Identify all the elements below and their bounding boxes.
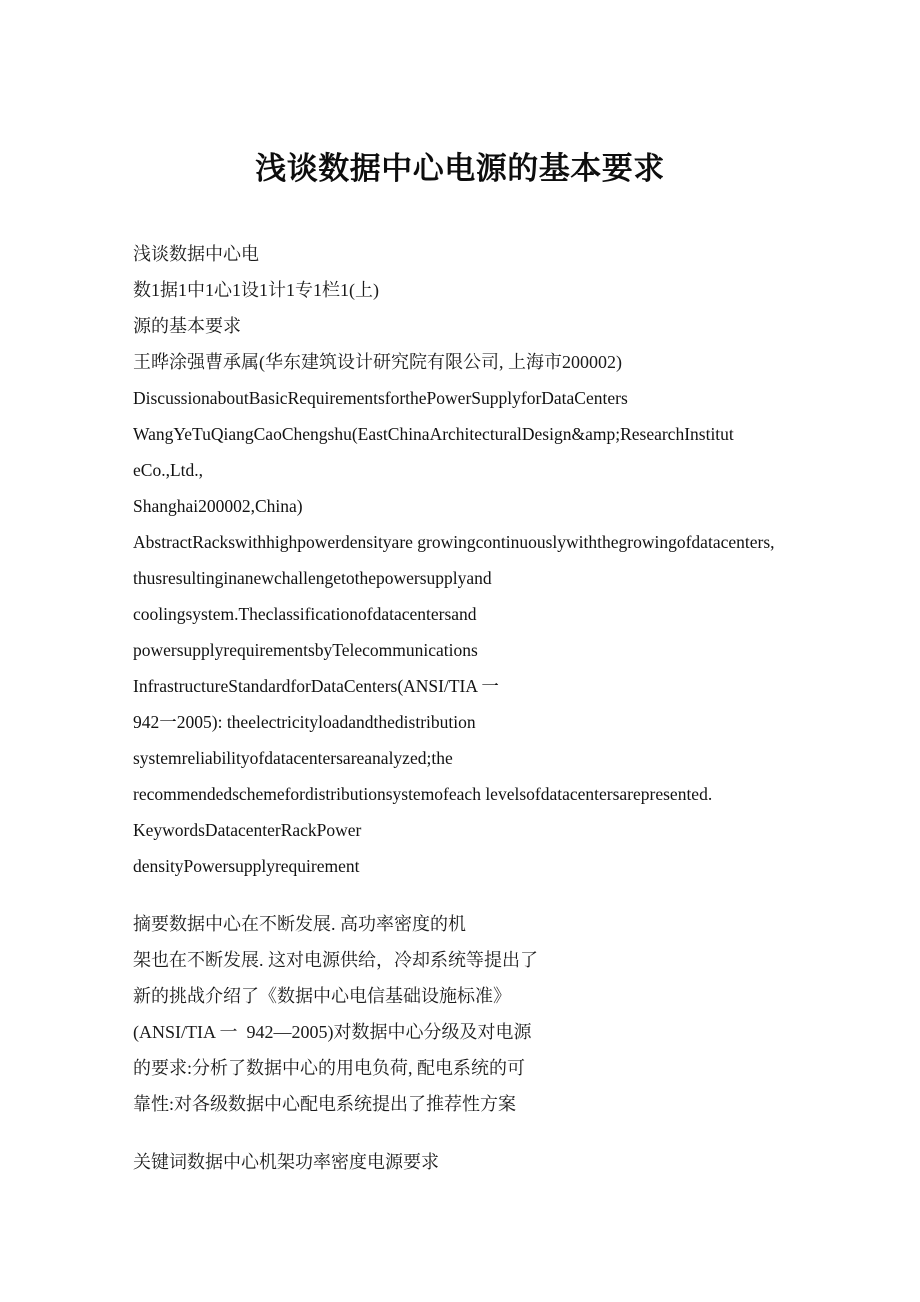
text-line: 关键词数据中心机架功率密度电源要求	[133, 1152, 439, 1172]
page-title: 浅谈数据中心电源的基本要求	[255, 151, 665, 186]
text-line: recommendedschemefordistributionsystemofeach levelsofdatacentersarepresented.	[133, 784, 713, 804]
chinese-keywords-group	[133, 1144, 805, 1180]
text-line: densityPowersupplyrequirement	[133, 856, 360, 876]
text-line: 新的挑战介绍了《数据中心电信基础设施标准》	[133, 986, 511, 1006]
text-line: systemreliabilityofdatacentersareanalyzed;the	[133, 748, 453, 768]
paragraph-gap	[133, 1122, 805, 1144]
document-body	[133, 236, 805, 1180]
text-line: KeywordsDatacenterRackPower	[133, 820, 362, 840]
text-line: 摘要数据中心在不断发展. 高功率密度的机	[133, 914, 466, 934]
text-line: powersupplyrequirementsbyTelecommunications	[133, 640, 478, 660]
text-line: DiscussionaboutBasicRequirementsforthePowerSupplyforDataCenters	[133, 388, 628, 408]
text-line: 靠性:对各级数据中心配电系统提出了推荐性方案	[133, 1094, 516, 1114]
english-lines-group	[133, 380, 805, 884]
text-line: Shanghai200002,China)	[133, 496, 303, 516]
text-line: 的要求:分析了数据中心的用电负荷, 配电系统的可	[133, 1058, 525, 1078]
text-line: thusresultinginanewchallengetothepowersupplyand	[133, 568, 492, 588]
text-line: coolingsystem.Theclassificationofdatacentersand	[133, 604, 477, 624]
text-line: InfrastructureStandardforDataCenters(ANSI/TIA 一	[133, 676, 499, 696]
text-line: 源的基本要求	[133, 316, 241, 336]
text-line: (ANSI/TIA 一 942—2005)对数据中心分级及对电源	[133, 1022, 532, 1042]
text-line: 王晔涂强曹承属(华东建筑设计研究院有限公司, 上海市200002)	[133, 352, 622, 372]
text-line: eCo.,Ltd.,	[133, 460, 203, 480]
text-line: AbstractRackswithhighpowerdensityare growingcontinuouslywiththegrowingofdatacenters,	[133, 532, 775, 552]
text-line: 浅谈数据中心电	[133, 244, 259, 264]
header-lines-group	[133, 236, 805, 380]
chinese-abstract-group	[133, 906, 805, 1122]
text-line: WangYeTuQiangCaoChengshu(EastChinaArchitecturalDesign&amp;ResearchInstitut	[133, 424, 734, 444]
paragraph-gap	[133, 884, 805, 906]
text-line: 架也在不断发展. 这对电源供给，冷却系统等提出了	[133, 950, 538, 970]
text-line: 数1据1中1心1设1计1专1栏1(上)	[133, 280, 379, 300]
text-line: 942一2005): theelectricityloadandthedistribution	[133, 712, 476, 732]
